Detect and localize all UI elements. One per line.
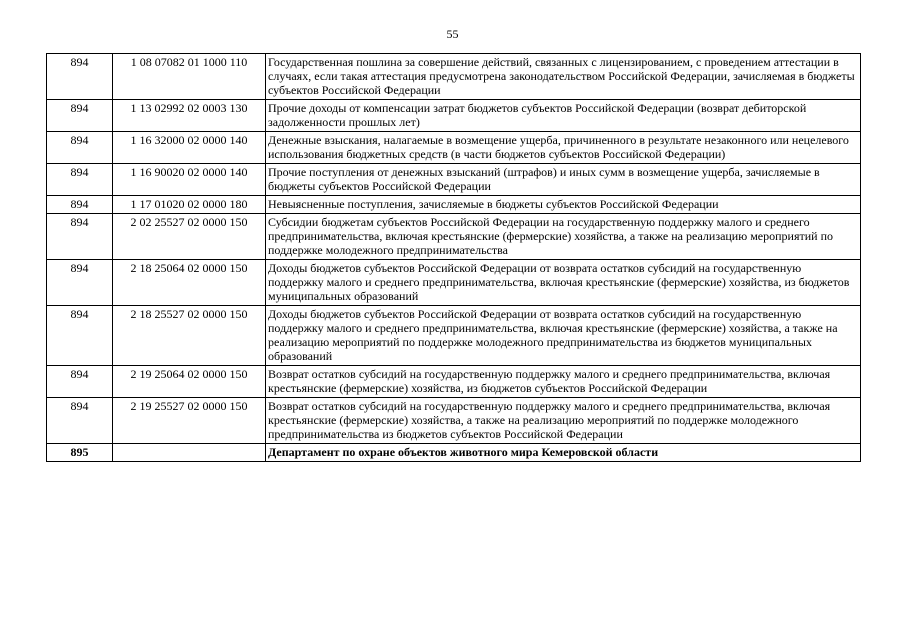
revenue-name-cell: Субсидии бюджетам субъектов Российской Федерации на государственную поддержку малого и среднего предпринимательства, включая крестьянские (фермерские) хозяйства, а также на реализацию мероприятий по поддержке молодежного предпринимательства (266, 214, 861, 260)
admin-code-cell: 894 (47, 132, 113, 164)
revenue-code-cell: 1 08 07082 01 1000 110 (113, 54, 266, 100)
table-row (47, 214, 861, 260)
department-header-row (47, 444, 861, 462)
table-row (47, 164, 861, 196)
revenue-code-cell: 1 16 32000 02 0000 140 (113, 132, 266, 164)
revenue-name-cell: Возврат остатков субсидий на государственную поддержку малого и среднего предпринимательства, включая крестьянские (фермерские) хозяйства, а также на реализацию мероприятий по поддержке молодежного предпринимательства из бюджетов субъектов Российской Федерации (266, 398, 861, 444)
table-row (47, 54, 861, 100)
table-row (47, 366, 861, 398)
admin-code-cell: 895 (47, 444, 113, 462)
admin-code-cell: 894 (47, 366, 113, 398)
table-row (47, 260, 861, 306)
revenue-name-cell: Невыясненные поступления, зачисляемые в бюджеты субъектов Российской Федерации (266, 196, 861, 214)
revenue-code-cell: 2 19 25527 02 0000 150 (113, 398, 266, 444)
admin-code-cell: 894 (47, 398, 113, 444)
revenue-name-cell: Возврат остатков субсидий на государственную поддержку малого и среднего предпринимательства, включая крестьянские (фермерские) хозяйства, из бюджетов субъектов Российской Федерации (266, 366, 861, 398)
revenue-code-cell: 2 02 25527 02 0000 150 (113, 214, 266, 260)
revenue-name-cell: Государственная пошлина за совершение действий, связанных с лицензированием, с проведением аттестации в случаях, если такая аттестация предусмотрена законодательством Российской Федерации, зачисляемая в бюджеты субъектов Российской Федерации (266, 54, 861, 100)
revenue-code-cell: 2 18 25527 02 0000 150 (113, 306, 266, 366)
revenue-code-cell: 1 17 01020 02 0000 180 (113, 196, 266, 214)
page-number: 55 (446, 27, 459, 41)
table-row (47, 306, 861, 366)
revenue-name-cell: Денежные взыскания, налагаемые в возмещение ущерба, причиненного в результате незаконного или нецелевого использования бюджетных средств (в части бюджетов субъектов Российской Федерации) (266, 132, 861, 164)
admin-code-cell: 894 (47, 100, 113, 132)
revenue-code-cell: 2 19 25064 02 0000 150 (113, 366, 266, 398)
revenue-codes-table (46, 53, 861, 462)
table-row (47, 100, 861, 132)
admin-code-cell: 894 (47, 214, 113, 260)
admin-code-cell: 894 (47, 54, 113, 100)
department-name-cell: Департамент по охране объектов животного мира Кемеровской области (266, 444, 861, 462)
admin-code-cell: 894 (47, 306, 113, 366)
revenue-code-cell (113, 444, 266, 462)
revenue-code-cell: 1 16 90020 02 0000 140 (113, 164, 266, 196)
table-row (47, 196, 861, 214)
admin-code-cell: 894 (47, 196, 113, 214)
revenue-name-cell: Прочие доходы от компенсации затрат бюджетов субъектов Российской Федерации (возврат дебиторской задолженности прошлых лет) (266, 100, 861, 132)
revenue-name-cell: Доходы бюджетов субъектов Российской Федерации от возврата остатков субсидий на государственную поддержку малого и среднего предпринимательства, включая крестьянские (фермерские) хозяйства, а также на реализацию мероприятий по поддержке молодежного предпринимательства из бюджетов муниципальных образований (266, 306, 861, 366)
admin-code-cell: 894 (47, 164, 113, 196)
table-row (47, 132, 861, 164)
table-row (47, 398, 861, 444)
admin-code-cell: 894 (47, 260, 113, 306)
revenue-name-cell: Доходы бюджетов субъектов Российской Федерации от возврата остатков субсидий на государственную поддержку малого и среднего предпринимательства, включая крестьянские (фермерские) хозяйства, из бюджетов муниципальных образований (266, 260, 861, 306)
revenue-code-cell: 1 13 02992 02 0003 130 (113, 100, 266, 132)
revenue-code-cell: 2 18 25064 02 0000 150 (113, 260, 266, 306)
revenue-name-cell: Прочие поступления от денежных взысканий (штрафов) и иных сумм в возмещение ущерба, зачисляемые в бюджеты субъектов Российской Федерации (266, 164, 861, 196)
